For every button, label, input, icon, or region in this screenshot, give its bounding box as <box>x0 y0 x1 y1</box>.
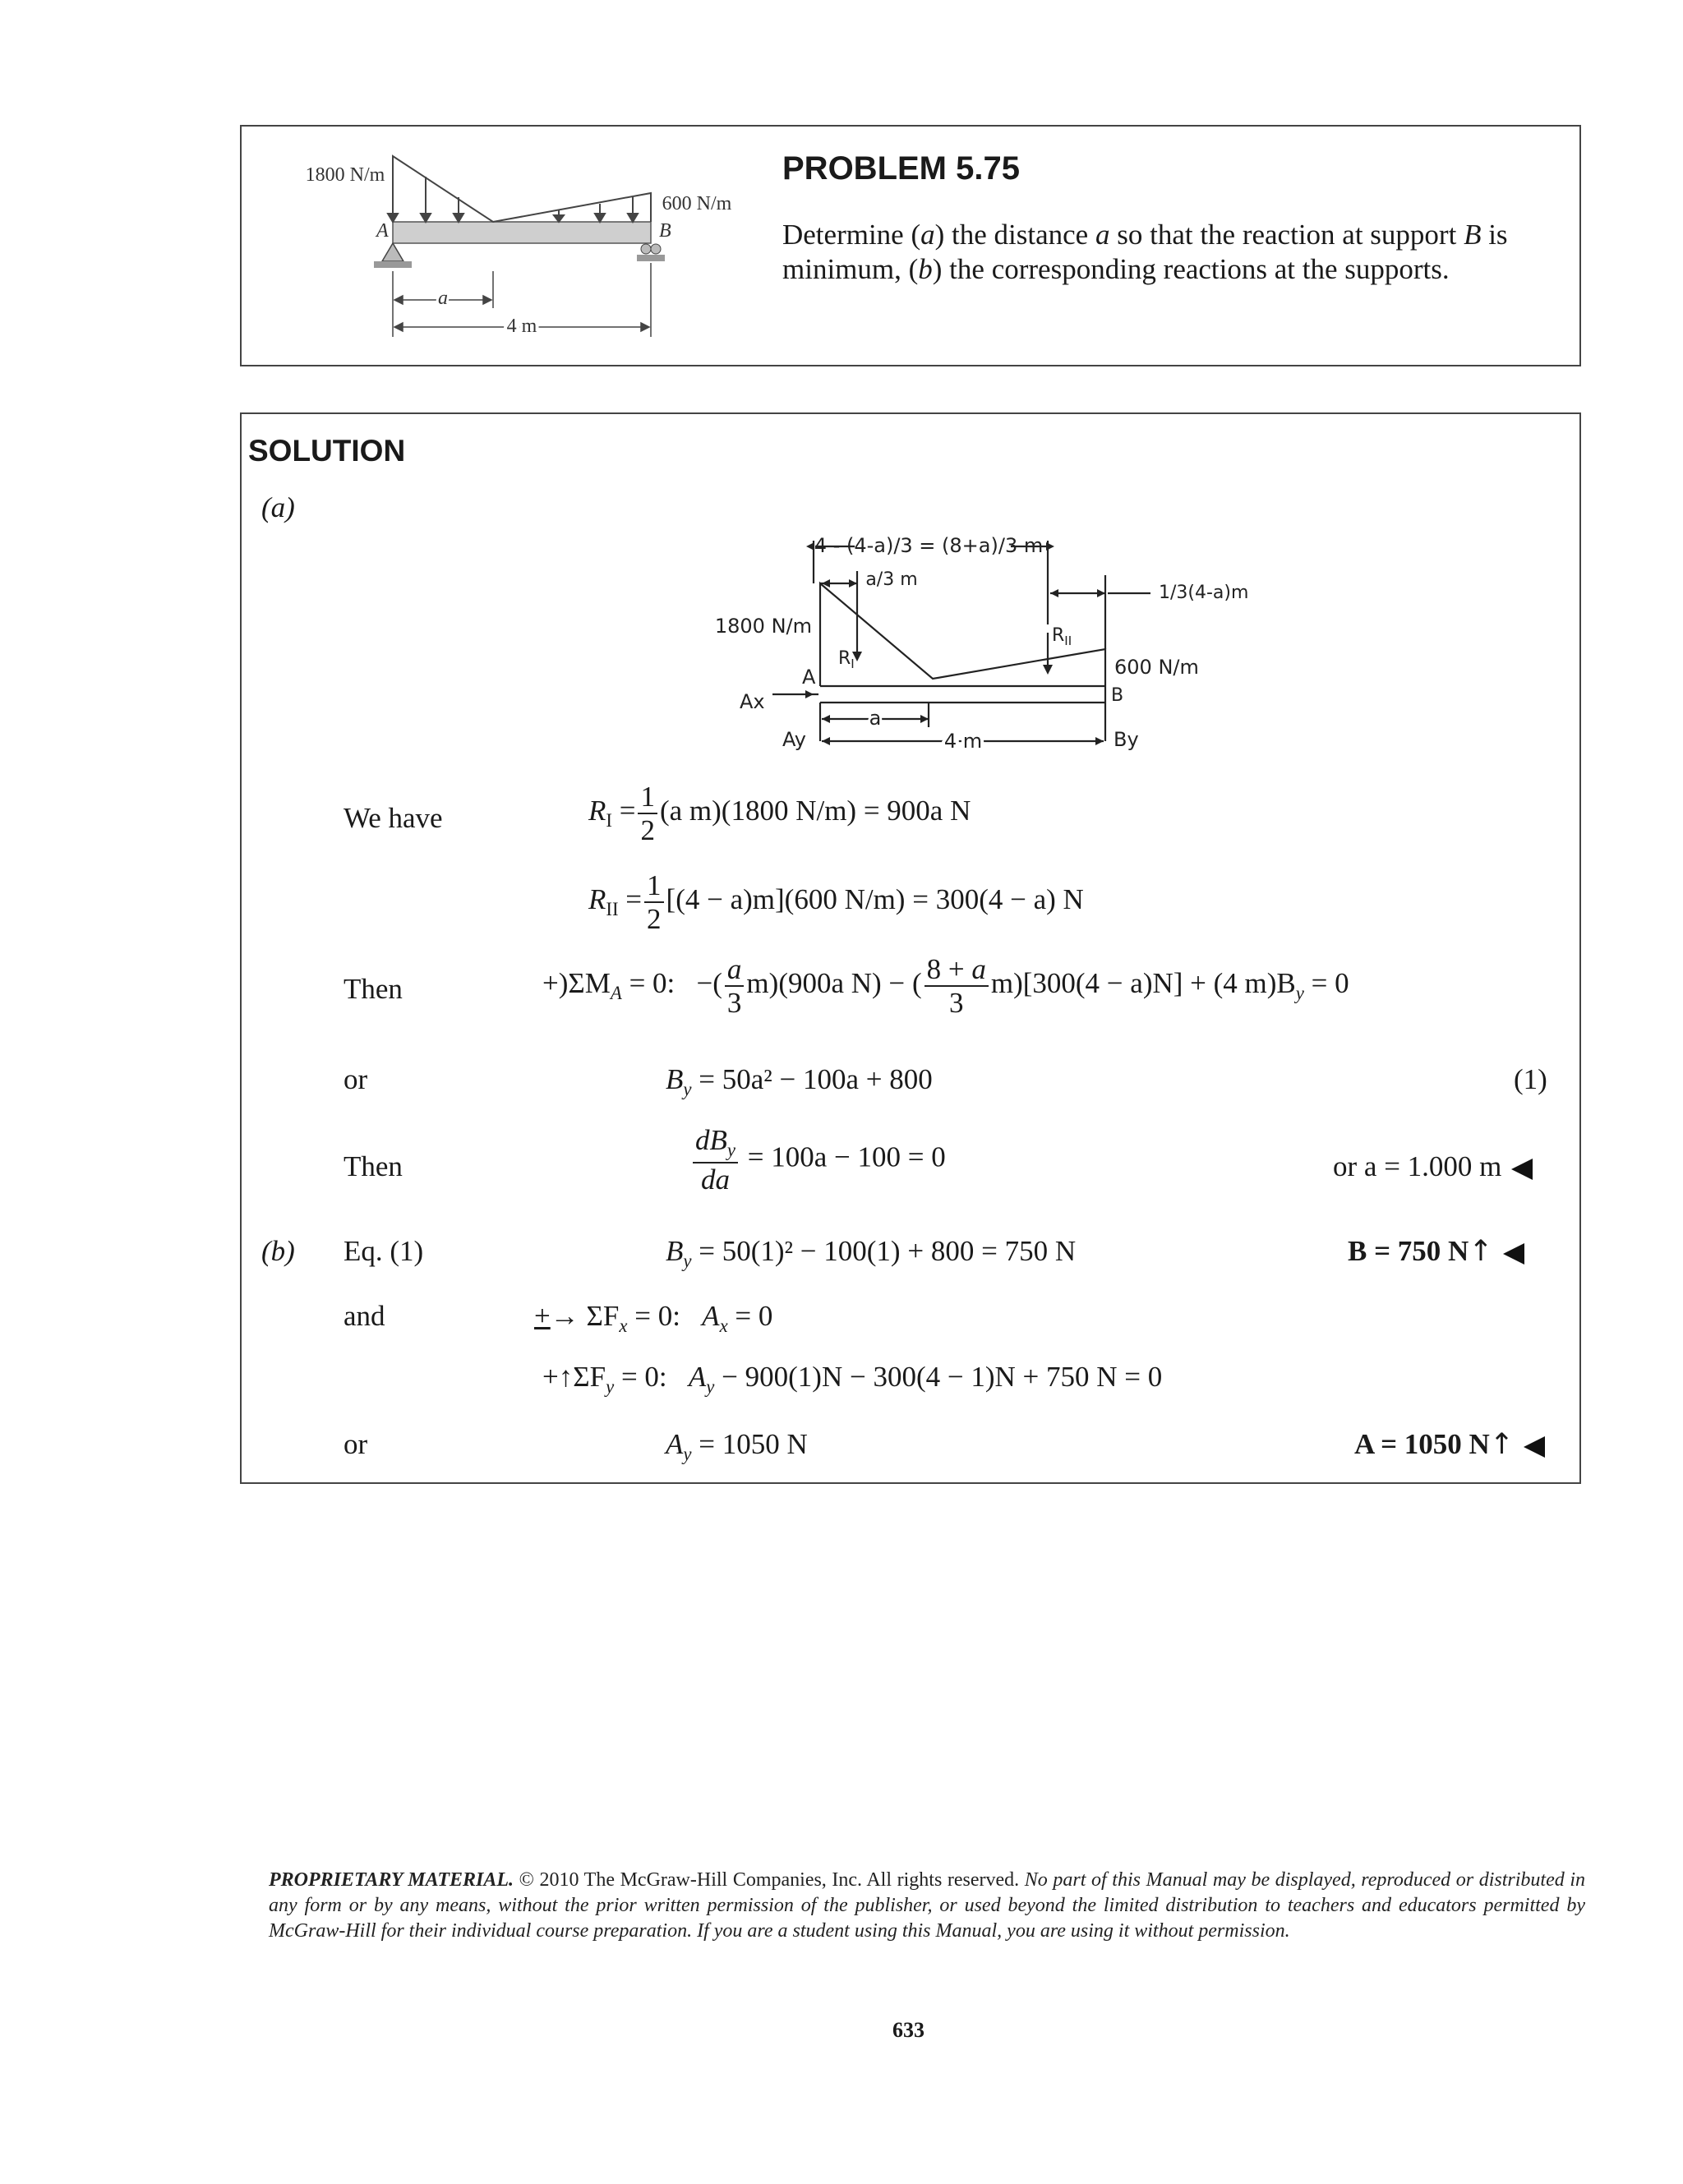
label-then-2: Then <box>344 1150 403 1182</box>
sketch-load-left: 1800 N/m <box>714 615 812 638</box>
sketch-top-dim: 4 - (4-a)/3 = (8+a)/3 m <box>814 534 1044 557</box>
eq-moment: $+)\Sigma M_A = 0$: −( $\frac{a}{3}$ m)(900a N) − ( $\frac{8 + a}{3}$ m)[300(4 − a)N] + (4 $m)B_y = 0$ <box>542 953 1349 1019</box>
figure-dim-a: a <box>438 288 448 309</box>
sketch-ay-label: Ay <box>782 728 806 751</box>
sketch-dim-4m: 4 m <box>943 730 983 753</box>
sketch-load-right: 600 N/m <box>1114 656 1199 679</box>
problem-figure <box>247 131 772 362</box>
answer-marker-icon <box>1511 1159 1533 1180</box>
free-body-sketch <box>714 526 1249 764</box>
eq-number: (1) <box>1514 1063 1547 1095</box>
eq-sum-fx: +→ $\Sigma F_x = 0$: $A_x = 0$ <box>534 1300 773 1336</box>
answer-marker-icon <box>1503 1243 1524 1265</box>
sketch-a-label: A <box>802 666 816 689</box>
page-number: 633 <box>892 2018 924 2042</box>
answer-b: B = 750 N↑ <box>1348 1235 1524 1268</box>
label-then-1: Then <box>344 973 403 1005</box>
up-arrow-icon: ↑ <box>1489 1428 1515 1461</box>
figure-label-a: A <box>376 220 389 242</box>
label-or-1: or <box>344 1063 368 1095</box>
answer-a-reaction: A = 1050 N↑ <box>1354 1428 1545 1461</box>
part-b-label: (b) <box>261 1235 295 1267</box>
figure-load-right: 600 N/m <box>662 193 732 214</box>
figure-dim-total: 4 m <box>506 316 537 337</box>
sketch-ax-label: Ax <box>740 690 765 713</box>
up-arrow-icon: ↑ <box>1469 1235 1493 1268</box>
label-we-have: We have <box>344 802 443 834</box>
sketch-by-label: By <box>1114 728 1139 751</box>
figure-label-b: B <box>659 220 671 242</box>
sketch-third-label: 1/3(4-a)m <box>1159 583 1249 603</box>
sketch-dim-a: a <box>869 707 882 730</box>
sketch-r1: $R_I$ <box>838 648 855 671</box>
eq-sum-fy: $+↑\Sigma F_y = 0$: $A_y - 900(1)N - 300(4 - 1)N + 750$ N = 0 <box>542 1361 1163 1397</box>
label-and: and <box>344 1300 385 1332</box>
part-a-label: (a) <box>261 491 295 523</box>
answer-a: or a = 1.000 m <box>1333 1150 1533 1183</box>
problem-title: PROBLEM 5.75 <box>782 150 1020 187</box>
eq-by: $B_y = 50a^2 - 100a + 800$ <box>666 1063 933 1099</box>
problem-statement-line2: minimum, (b) the corresponding reactions at the supports. <box>782 253 1450 285</box>
sketch-r2: $R_{II}$ <box>1052 625 1072 648</box>
figure-load-left: 1800 N/m <box>305 164 385 186</box>
eq-derivative: $\frac{dB_y}{da}$ = 100a − 100 = 0 <box>690 1126 946 1194</box>
label-eq1: Eq. (1) <box>344 1235 424 1267</box>
problem-statement-line1: Determine (a) the distance a so that the reaction at support B is <box>782 219 1508 251</box>
eq-r1: $R_I$ = $\frac{1}{2}$ (a m)(1800 N/m) = 900a N <box>588 781 971 846</box>
label-or-2: or <box>344 1428 368 1460</box>
eq-ay-value: $A_y = 1050$ N <box>666 1428 808 1464</box>
eq-r2: $R_{II}$ = $\frac{1}{2}$ [(4 − a)m](600 N/m) = 300(4 − a) N <box>588 869 1084 935</box>
eq-by-value: $B_y = 50(1)^2 - 100(1) + 800 = 750$ N <box>666 1235 1077 1271</box>
footer-notice: PROPRIETARY MATERIAL. © 2010 The McGraw-Hill Companies, Inc. All rights reserved. No part of this Manual may be displayed, reproduced or distributed in any form or by any means, without the prior written permission of the publisher, or used beyond the limited distribution to teachers and educators permitted by McGraw-Hill for their individual course preparation. If you are a student using this Manual, you are using it without permission. <box>269 1869 1585 1942</box>
solution-heading: SOLUTION <box>248 434 406 468</box>
answer-marker-icon <box>1524 1436 1545 1458</box>
sketch-b-label: B <box>1111 685 1124 706</box>
sketch-a-third: a/3 m <box>865 569 918 590</box>
